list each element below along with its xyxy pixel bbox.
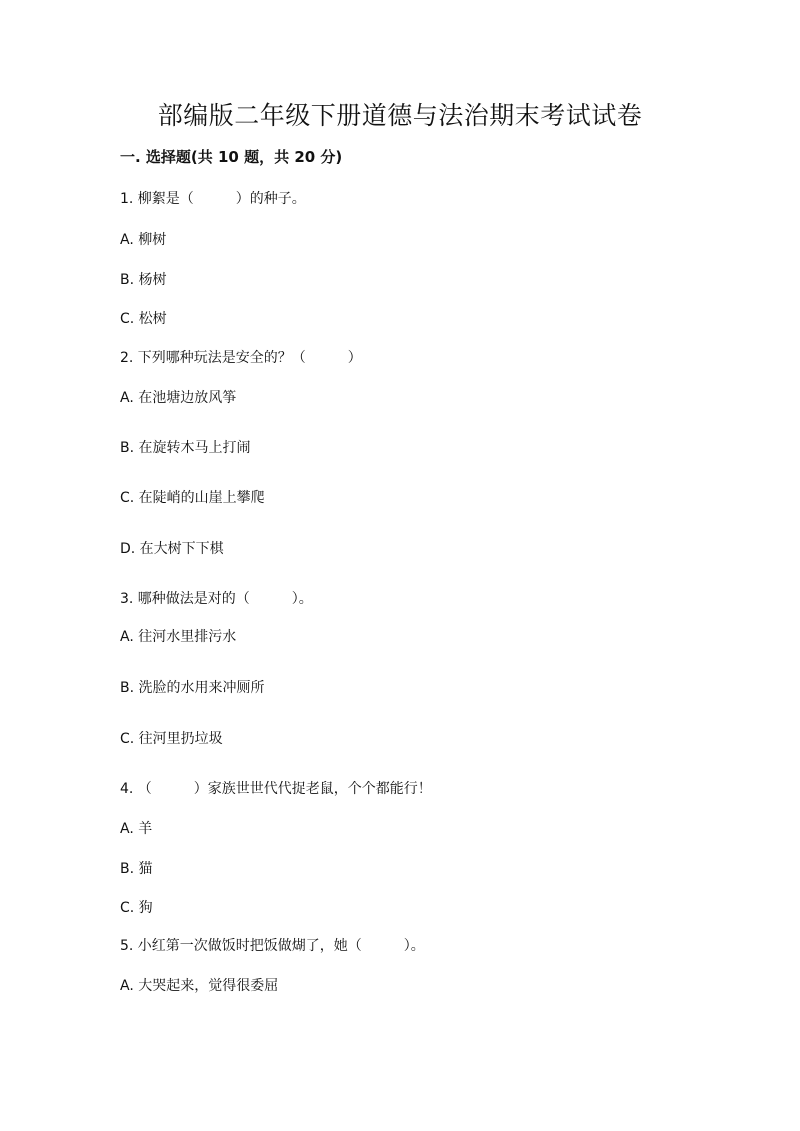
- option-a: A. 在池塘边放风筝: [120, 390, 237, 406]
- section-heading: 一. 选择题(共 10 题，共 20 分): [120, 148, 343, 166]
- question-stem: 2. 下列哪种玩法是安全的？（ ）: [120, 350, 362, 366]
- option-c: C. 松树: [120, 311, 167, 327]
- option-c: C. 在陡峭的山崖上攀爬: [120, 490, 265, 506]
- question-stem: 1. 柳絮是（ ）的种子。: [120, 191, 306, 207]
- option-a: A. 大哭起来，觉得很委屈: [120, 978, 279, 994]
- question-stem: 4. （ ）家族世世代代捉老鼠，个个都能行！: [120, 781, 432, 797]
- question-stem: 5. 小红第一次做饭时把饭做煳了，她（ ）。: [120, 938, 425, 954]
- question-stem: 3. 哪种做法是对的（ ）。: [120, 591, 313, 607]
- option-b: B. 在旋转木马上打闹: [120, 440, 251, 456]
- option-a: A. 柳树: [120, 232, 167, 248]
- option-b: B. 猫: [120, 861, 153, 877]
- option-c: C. 狗: [120, 900, 153, 916]
- option-b: B. 洗脸的水用来冲厕所: [120, 680, 265, 696]
- option-d: D. 在大树下下棋: [120, 541, 224, 557]
- option-a: A. 往河水里排污水: [120, 629, 237, 645]
- option-a: A. 羊: [120, 821, 153, 837]
- option-b: B. 杨树: [120, 272, 167, 288]
- option-c: C. 往河里扔垃圾: [120, 731, 223, 747]
- document-title: 部编版二年级下册道德与法治期末考试试卷: [157, 101, 643, 130]
